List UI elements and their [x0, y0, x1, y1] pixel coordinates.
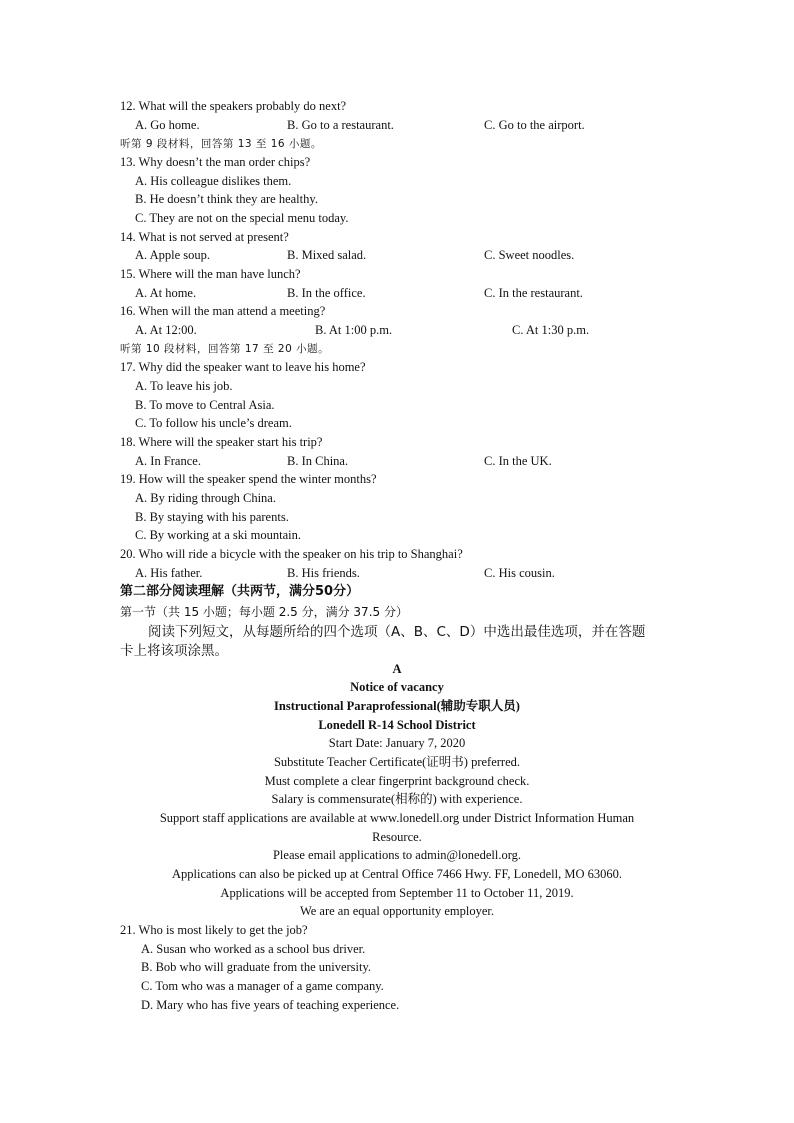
- q12-option-a: A. Go home.: [135, 118, 200, 132]
- q12-stem: 12. What will the speakers probably do next?: [120, 99, 347, 113]
- q21-option-a: A. Susan who worked as a school bus driver.: [141, 942, 366, 956]
- q18-option-c: C. In the UK.: [484, 454, 552, 468]
- q19-option-a: A. By riding through China.: [135, 491, 276, 505]
- q17-option-b: B. To move to Central Asia.: [135, 398, 275, 412]
- passage-letter: A: [392, 662, 402, 676]
- q14-option-c: C. Sweet noodles.: [484, 248, 575, 262]
- q15-option-a: A. At home.: [135, 286, 197, 300]
- q20-stem: 20. Who will ride a bicycle with the speaker on his trip to Shanghai?: [120, 547, 463, 561]
- q17-option-a: A. To leave his job.: [135, 379, 233, 393]
- q13-option-b: B. He doesn’t think they are healthy.: [135, 192, 318, 206]
- q18-stem: 18. Where will the speaker start his trip?: [120, 435, 323, 449]
- q18-option-b: B. In China.: [287, 454, 349, 468]
- q14-option-a: A. Apple soup.: [135, 248, 210, 262]
- q19-stem: 19. How will the speaker spend the winter months?: [120, 472, 377, 486]
- q17-option-c: C. To follow his uncle’s dream.: [135, 416, 292, 430]
- section1-heading: 第一节（共 15 小题；每小题 2.5 分，满分 37.5 分）: [120, 605, 408, 619]
- q12-option-c: C. Go to the airport.: [484, 118, 585, 132]
- q16-stem: 16. When will the man attend a meeting?: [120, 304, 326, 318]
- q20-option-b: B. His friends.: [287, 566, 360, 580]
- passage-district: Lonedell R-14 School District: [318, 718, 476, 732]
- q20-option-a: A. His father.: [135, 566, 203, 580]
- q21-option-b: B. Bob who will graduate from the university.: [141, 960, 372, 974]
- q15-stem: 15. Where will the man have lunch?: [120, 267, 301, 281]
- q15-option-b: B. In the office.: [287, 286, 366, 300]
- q13-option-c: C. They are not on the special menu today.: [135, 211, 349, 225]
- passage-title: Notice of vacancy: [350, 680, 444, 694]
- q19-option-c: C. By working at a ski mountain.: [135, 528, 301, 542]
- q13-option-a: A. His colleague dislikes them.: [135, 174, 292, 188]
- q19-option-b: B. By staying with his parents.: [135, 510, 289, 524]
- q18-option-a: A. In France.: [135, 454, 201, 468]
- passage-line: Resource.: [372, 830, 422, 844]
- passage-line: Start Date: January 7, 2020: [328, 736, 466, 750]
- passage-line: Please email applications to admin@lonedell.org.: [272, 848, 522, 862]
- passage-line: Applications will be accepted from September 11 to October 11, 2019.: [220, 886, 574, 900]
- q16-option-a: A. At 12:00.: [135, 323, 197, 337]
- q16-option-b: B. At 1:00 p.m.: [315, 323, 393, 337]
- passage-line: Substitute Teacher Certificate(证明书) preferred.: [273, 755, 520, 769]
- q12-option-b: B. Go to a restaurant.: [287, 118, 394, 132]
- instruction-part10: 听第 10 段材料，回答第 17 至 20 小题。: [120, 343, 330, 355]
- instruction-paragraph-line2: 卡上将该项涂黑。: [120, 643, 228, 659]
- q13-stem: 13. Why doesn’t the man order chips?: [120, 155, 311, 169]
- passage-line: Support staff applications are available at www.lonedell.org under District Information Human: [159, 811, 635, 825]
- q14-option-b: B. Mixed salad.: [287, 248, 367, 262]
- instruction-paragraph-line1: 阅读下列短文，从每题所给的四个选项（A、B、C、D）中选出最佳选项，并在答题: [148, 624, 646, 640]
- q14-stem: 14. What is not served at present?: [120, 230, 289, 244]
- passage-subtitle: Instructional Paraprofessional(辅助专职人员): [274, 699, 520, 713]
- instruction-part9: 听第 9 段材料，回答第 13 至 16 小题。: [120, 138, 322, 150]
- passage-line: Applications can also be picked up at Central Office 7466 Hwy. FF, Lonedell, MO 63060.: [172, 867, 622, 881]
- passage-line: Salary is commensurate(相称的) with experience.: [271, 792, 523, 806]
- q15-option-c: C. In the restaurant.: [484, 286, 583, 300]
- passage-line: Must complete a clear fingerprint background check.: [264, 774, 530, 788]
- passage-line: We are an equal opportunity employer.: [299, 904, 495, 918]
- q21-option-d: D. Mary who has five years of teaching experience.: [141, 998, 400, 1012]
- q21-stem: 21. Who is most likely to get the job?: [120, 923, 308, 937]
- q17-stem: 17. Why did the speaker want to leave his home?: [120, 360, 366, 374]
- part2-heading: 第二部分阅读理解（共两节，满分50分）: [120, 584, 360, 599]
- q21-option-c: C. Tom who was a manager of a game company.: [141, 979, 384, 993]
- q16-option-c: C. At 1:30 p.m.: [512, 323, 590, 337]
- q20-option-c: C. His cousin.: [484, 566, 555, 580]
